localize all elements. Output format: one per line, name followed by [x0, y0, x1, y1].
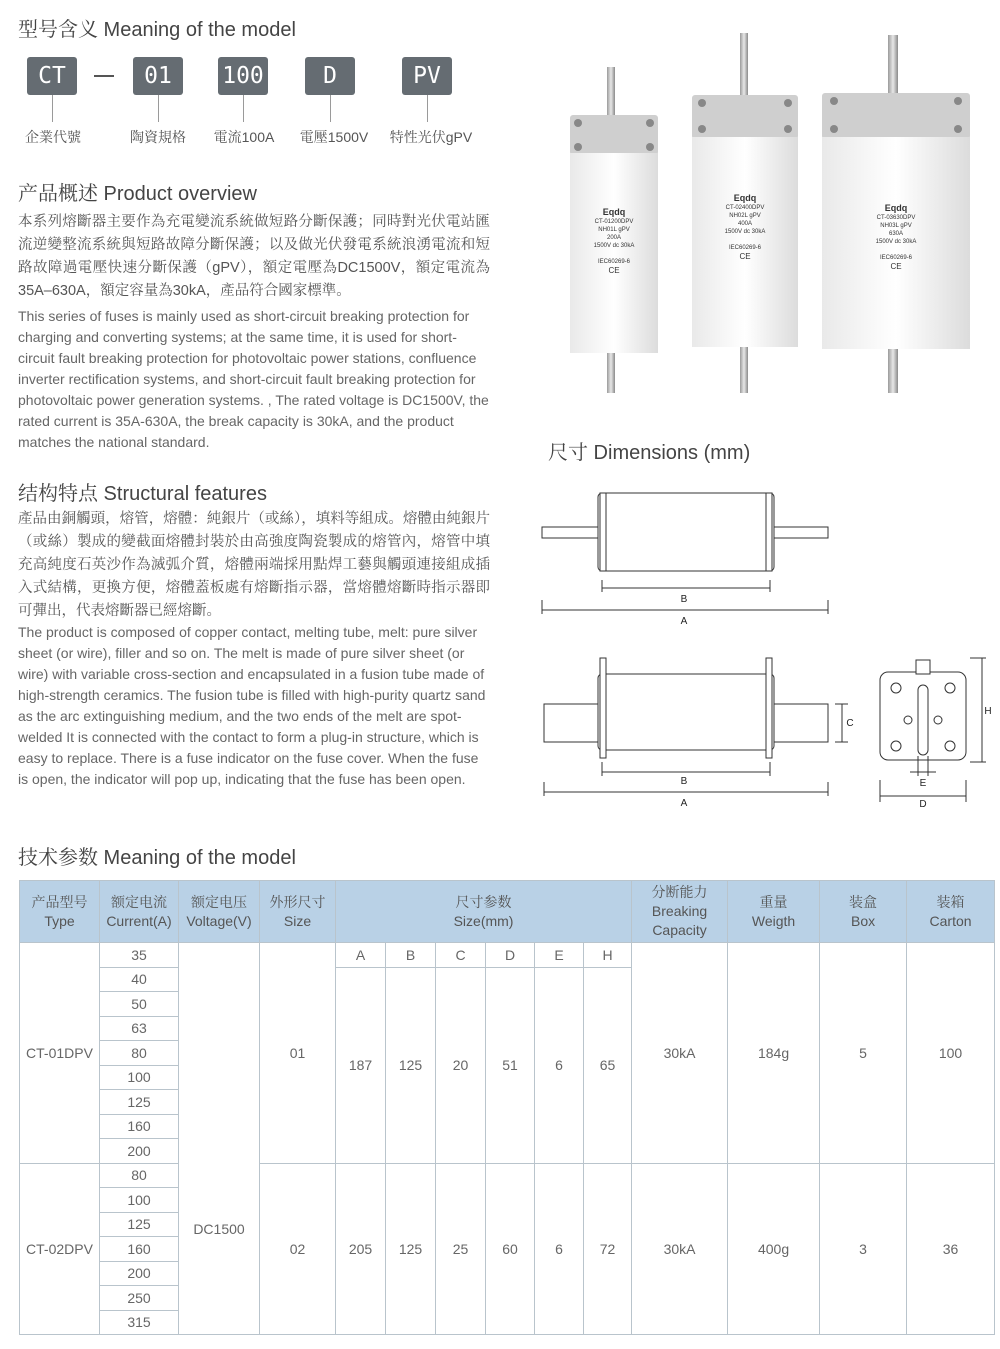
- cell-current: 80: [100, 1041, 179, 1066]
- fuse3-brand: Eqdq: [884, 203, 908, 213]
- model-label-voltage: 電壓1500V: [299, 129, 369, 145]
- table-row: [20, 943, 995, 968]
- cell-type: CT-01DPV: [20, 943, 100, 1164]
- dim-col-header: H: [584, 943, 632, 968]
- header-size: 外形尺寸 Size: [260, 881, 336, 943]
- cell-current: 200: [100, 1261, 179, 1286]
- cell-current: 200: [100, 1139, 179, 1164]
- model-connector: [52, 95, 53, 122]
- cell-current: 125: [100, 1212, 179, 1237]
- dim-label-b: B: [680, 776, 688, 787]
- cell-current: 100: [100, 1188, 179, 1213]
- fuse3-ce-mark: CE: [890, 262, 902, 271]
- dim-label-e: E: [919, 778, 927, 789]
- cell-current: 50: [100, 992, 179, 1017]
- model-code-pv: PV: [402, 57, 452, 95]
- fuse3-line: 1500V dc 30kA: [875, 239, 917, 245]
- header-dims: 尺寸参数 Size(mm): [336, 881, 632, 943]
- header-current: 额定电流 Current(A): [100, 881, 179, 943]
- fuse1-line: CT-01200DPV: [594, 219, 634, 225]
- cell-breaking: 30kA: [632, 1163, 728, 1335]
- cell-weight: 184g: [728, 943, 820, 1164]
- dim-col-header: A: [336, 943, 386, 968]
- cell-dim: 20: [436, 967, 486, 1163]
- cell-current: 35: [100, 943, 179, 968]
- fuse3-line: 630A: [888, 231, 904, 237]
- model-label-current: 電流100A: [213, 129, 275, 145]
- overview-title: 产品概述 Product overview: [18, 183, 257, 205]
- structure-text-en: The product is composed of copper contact, melting tube, melt: pure silver sheet (or wire), filler and so on. The melt is made of pure silver sheet (or wire) with variable cross-section and encapsulated in a fusion tube made of high-strength ceramics. The fusion tube is filled with high-purity quartz sand as the arc extinguishing medium, and the two ends of the melt are spot-welded It is connected with the contact to form a plug-in structure, which is easy to replace. There is a fuse indicator on the fuse cover. When the fuse is open, the indicator will pop up, indicating that the fuse has been open.: [18, 624, 486, 787]
- cell-current: 315: [100, 1310, 179, 1335]
- fuse3-line: IEC60269-6: [879, 255, 913, 261]
- cell-dim: 51: [486, 967, 535, 1163]
- cell-dim: 60: [486, 1163, 535, 1335]
- header-voltage: 额定电压 Voltage(V): [179, 881, 260, 943]
- cell-box: 3: [820, 1163, 907, 1335]
- fuse-ct-03: [822, 35, 970, 393]
- spec-table: [19, 880, 995, 1335]
- cell-current: 250: [100, 1286, 179, 1311]
- structure-title: 结构特点 Structural features: [18, 483, 267, 505]
- cell-current: 80: [100, 1163, 179, 1188]
- fuse2-line: CT-02400DPV: [725, 205, 765, 211]
- fuse3-line: NH03L gPV: [880, 223, 912, 229]
- cell-dim: 125: [386, 967, 436, 1163]
- cell-current: 125: [100, 1090, 179, 1115]
- model-code-100: 100: [218, 57, 268, 95]
- model-code-ct: CT: [27, 57, 77, 95]
- header-type: 产品型号 Type: [20, 881, 100, 943]
- cell-breaking: 30kA: [632, 943, 728, 1164]
- header-breaking: 分断能力 Breaking Capacity: [632, 881, 728, 943]
- fuse1-ce-mark: CE: [608, 266, 620, 275]
- fuse2-line: IEC60269-6: [728, 245, 762, 251]
- dimension-drawing: [530, 480, 1000, 815]
- fuse1-line: NH01L gPV: [598, 227, 630, 233]
- cell-dim: 125: [386, 1163, 436, 1335]
- fuse3-line: CT-03630DPV: [876, 215, 916, 221]
- model-label-ceramic: 陶資規格: [130, 129, 186, 145]
- dimensions-title: 尺寸 Dimensions (mm): [548, 442, 751, 464]
- cell-current: 160: [100, 1114, 179, 1139]
- fuse1-brand: Eqdq: [602, 207, 626, 217]
- cell-dim: 72: [584, 1163, 632, 1335]
- spec-header-row: [20, 881, 995, 943]
- model-connector: [427, 95, 428, 122]
- dim-col-header: E: [535, 943, 584, 968]
- dim-label-c: C: [846, 718, 854, 729]
- fuse1-line: IEC60269-6: [597, 259, 631, 265]
- cell-size: 02: [260, 1163, 336, 1335]
- fuse1-line: 200A: [606, 235, 622, 241]
- cell-dim: 65: [584, 967, 632, 1163]
- dim-label-b-top: B: [680, 594, 688, 605]
- structure-text-cn: 產品由銅觸頭，熔管，熔體：純銀片（或絲），填料等組成。熔體由純銀片（或絲）製成的變截面熔體封裝於由高強度陶瓷製成的熔管內，熔管中填充高純度石英沙作為滅弧介質，熔體兩端採用點焊工藝與觸頭連接組成插入式結構，更換方便，熔體蓋板處有熔斷指示器，當熔體熔斷時指示器即可彈出，代表熔斷器已經熔斷。: [18, 511, 490, 619]
- model-connector: [243, 95, 244, 122]
- cell-type: CT-02DPV: [20, 1163, 100, 1335]
- cell-current: 40: [100, 967, 179, 992]
- fuse1-line: 1500V dc 30kA: [593, 243, 635, 249]
- table-row: [20, 1163, 995, 1188]
- cell-box: 5: [820, 943, 907, 1164]
- fuse2-brand: Eqdq: [733, 193, 757, 203]
- cell-current: 63: [100, 1016, 179, 1041]
- cell-size: 01: [260, 943, 336, 1164]
- dim-col-header: C: [436, 943, 486, 968]
- tech-title: 技术参数 Meaning of the model: [18, 847, 296, 869]
- fuse2-line: 400A: [737, 221, 753, 227]
- header-box: 装盒 Box: [820, 881, 907, 943]
- model-meaning-title: 型号含义 Meaning of the model: [18, 19, 296, 41]
- dim-label-d: D: [919, 799, 927, 810]
- cell-voltage: DC1500: [179, 943, 260, 1335]
- model-connector: [158, 95, 159, 122]
- model-code-dash: [94, 75, 114, 77]
- spec-body: [20, 943, 995, 1335]
- dim-label-h: H: [984, 706, 992, 717]
- overview-text-en: This series of fuses is mainly used as short-circuit breaking protection for charging and converting systems; at the same time, it is used for short-circuit fault breaking protection for photovoltaic power stations, confluence inverter rectification systems, and short-circuit fault breaking protection for photovoltaic power generation systems. , The rated voltage is DC1500V, the rated current is 35A-630A, the break capacity is 30kA, and the product matches the national standard.: [18, 308, 489, 450]
- cell-carton: 36: [907, 1163, 995, 1335]
- cell-carton: 100: [907, 943, 995, 1164]
- cell-current: 100: [100, 1065, 179, 1090]
- fuse2-line: NH02L gPV: [729, 213, 761, 219]
- model-code-01: 01: [133, 57, 183, 95]
- model-label-feature: 特性光伏gPV: [389, 129, 473, 145]
- cell-dim: 187: [336, 967, 386, 1163]
- fuse2-line: 1500V dc 30kA: [724, 229, 766, 235]
- model-code-d: D: [305, 57, 355, 95]
- cell-dim: 6: [535, 967, 584, 1163]
- dim-col-header: D: [486, 943, 535, 968]
- cell-weight: 400g: [728, 1163, 820, 1335]
- dim-label-a: A: [680, 798, 688, 809]
- header-carton: 装箱 Carton: [907, 881, 995, 943]
- model-connector: [330, 95, 331, 122]
- fuse2-ce-mark: CE: [739, 252, 751, 261]
- cell-dim: 6: [535, 1163, 584, 1335]
- product-photo: [550, 25, 990, 400]
- cell-dim: 25: [436, 1163, 486, 1335]
- dim-col-header: B: [386, 943, 436, 968]
- model-label-company: 企業代號: [25, 129, 81, 145]
- header-weight: 重量 Weigth: [728, 881, 820, 943]
- overview-text-cn: 本系列熔斷器主要作為充電變流系統做短路分斷保護；同時對光伏電站匯流逆變整流系統與短路故障分斷保護；以及做光伏發電系統浪湧電流和短路故障過電壓快速分斷保護（gPV），額定電壓為DC1500V，額定電流為35A–630A，額定容量為30kA，產品符合國家標準。: [18, 214, 490, 299]
- cell-current: 160: [100, 1237, 179, 1262]
- cell-dim: 205: [336, 1163, 386, 1335]
- dim-label-a-top: A: [680, 616, 688, 627]
